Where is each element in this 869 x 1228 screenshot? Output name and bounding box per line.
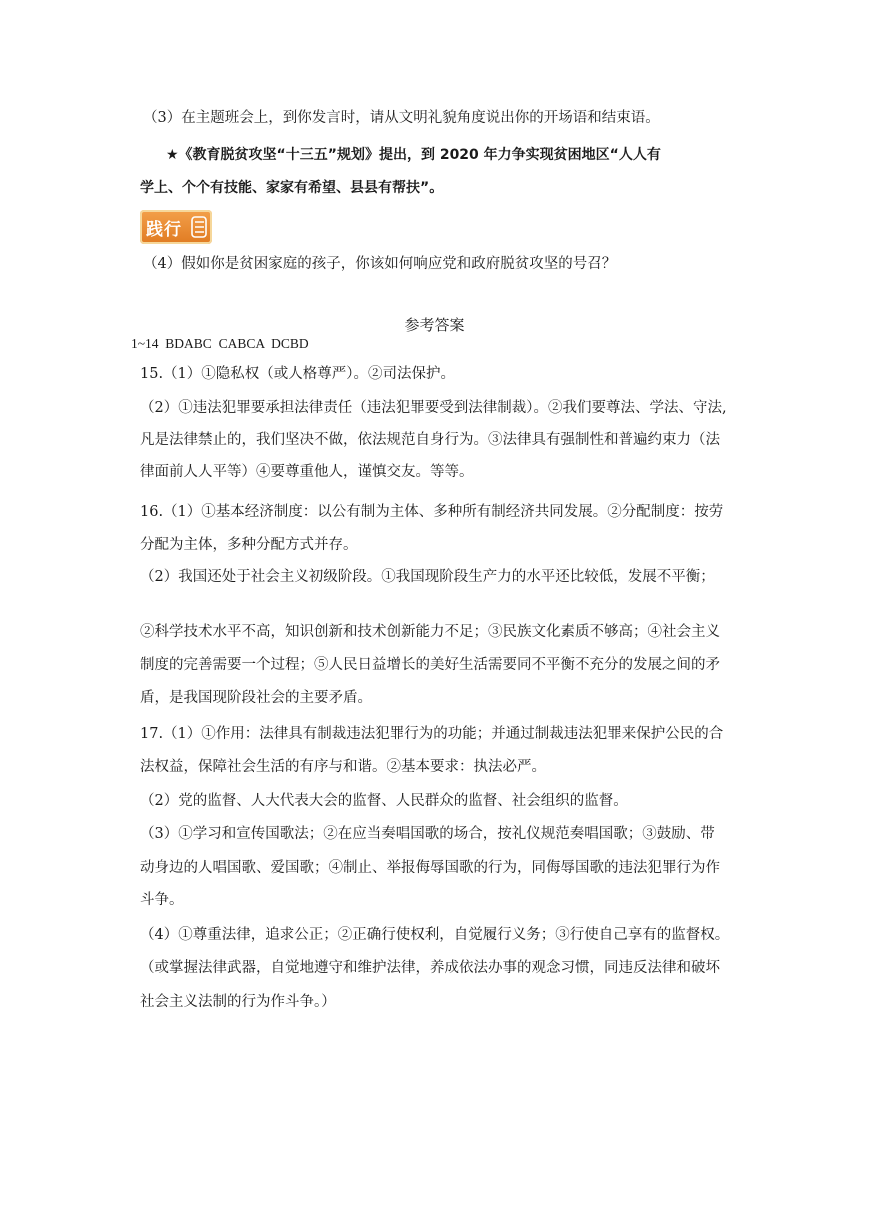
answer-15-line: 律面前人人平等）④要尊重他人，谨慎交友。等等。 xyxy=(140,464,474,480)
answer-17-line: 17.（1）①作用：法律具有制裁违法犯罪行为的功能；并通过制裁违法犯罪来保护公民的合 xyxy=(140,726,724,742)
answer-17-line: （3）①学习和宣传国歌法；②在应当奏唱国歌的场合，按礼仪规范奏唱国歌；③鼓励、带 xyxy=(140,826,715,842)
answer-15-line: 15.（1）①隐私权（或人格尊严）。②司法保护。 xyxy=(140,366,456,382)
hand-pointer-icon xyxy=(191,215,209,239)
answer-16-line: （2）我国还处于社会主义初级阶段。①我国现阶段生产力的水平还比较低，发展不平衡； xyxy=(140,569,715,585)
note-line-2: 学上、个个有技能、家家有希望、县县有帮扶”。 xyxy=(140,180,444,196)
answer-16-line: 制度的完善需要一个过程；⑤人民日益增长的美好生活需要同不平衡不充分的发展之间的矛 xyxy=(140,657,720,673)
answer-17-line: 斗争。 xyxy=(140,892,184,908)
answer-key-1-14: 1~14 BDABC CABCA DCBD xyxy=(131,336,309,351)
answer-16-line: 16.（1）①基本经济制度：以公有制为主体、多种所有制经济共同发展。②分配制度：按劳 xyxy=(140,504,724,520)
answer-16-line: 分配为主体，多种分配方式并存。 xyxy=(140,537,358,553)
note-line-1: ★《教育脱贫攻坚“十三五”规划》提出，到 2020 年力争实现贫困地区“人人有 xyxy=(166,147,661,163)
answer-17-line: 动身边的人唱国歌、爱国歌；④制止、举报侮辱国歌的行为，同侮辱国歌的违法犯罪行为作 xyxy=(140,860,720,876)
question-4: （4）假如你是贫困家庭的孩子，你该如何响应党和政府脱贫攻坚的号召？ xyxy=(143,256,617,272)
answer-17-line: 社会主义法制的行为作斗争。） xyxy=(140,994,336,1010)
answer-16-line: ②科学技术水平不高，知识创新和技术创新能力不足；③民族文化素质不够高；④社会主义 xyxy=(140,624,720,640)
answer-16-line: 盾，是我国现阶段社会的主要矛盾。 xyxy=(140,690,372,706)
question-3: （3）在主题班会上，到你发言时，请从文明礼貌角度说出你的开场语和结束语。 xyxy=(143,110,660,126)
answers-title: 参考答案 xyxy=(404,316,465,334)
answer-17-line: （或掌握法律武器，自觉地遵守和维护法律，养成依法办事的观念习惯，同违反法律和破坏 xyxy=(140,960,720,976)
answer-15-line: （2）①违法犯罪要承担法律责任（违法犯罪要受到法律制裁）。②我们要尊法、学法、守法, xyxy=(140,400,727,416)
practice-badge xyxy=(140,210,212,244)
answer-15-line: 凡是法律禁止的，我们坚决不做，依法规范自身行为。③法律具有强制性和普遍约束力（法 xyxy=(140,432,720,448)
answer-17-line: （2）党的监督、人大代表大会的监督、人民群众的监督、社会组织的监督。 xyxy=(140,793,628,809)
answer-17-line: 法权益，保障社会生活的有序与和谐。②基本要求：执法必严。 xyxy=(140,759,546,775)
answer-17-line: （4）①尊重法律，追求公正；②正确行使权利，自觉履行义务；③行使自己享有的监督权。 xyxy=(140,927,730,943)
practice-badge-label: 践行 xyxy=(146,219,182,240)
